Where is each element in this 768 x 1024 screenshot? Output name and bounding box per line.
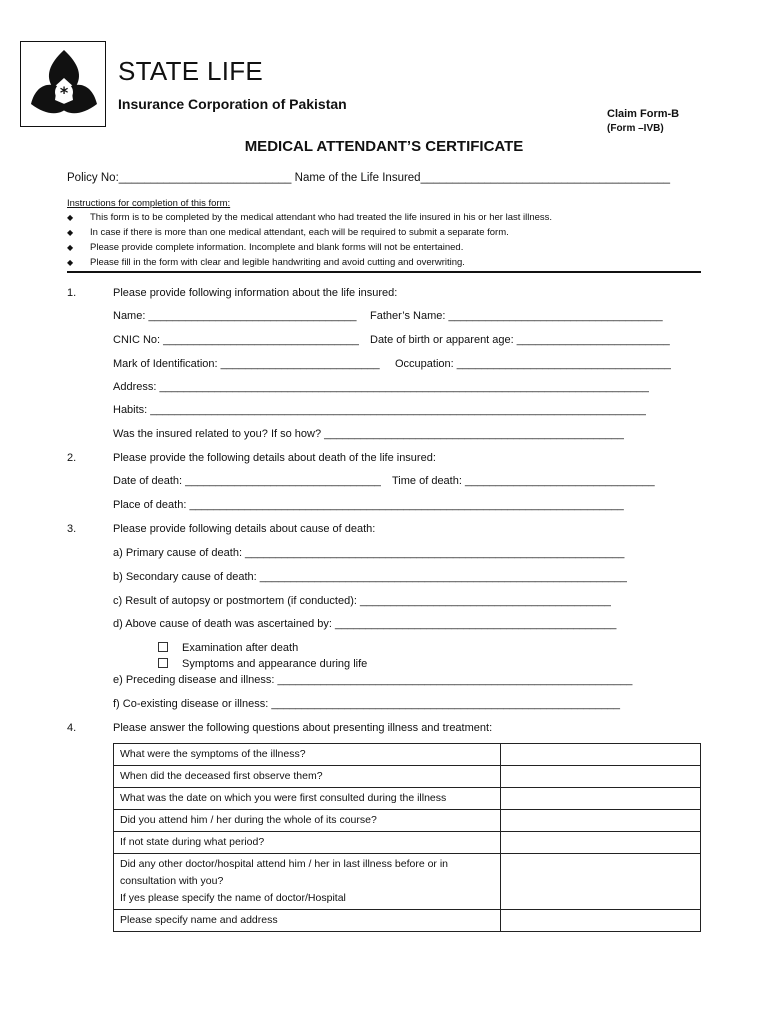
question-line: If yes please specify the name of doctor/Hospital [120,892,346,904]
org-name: STATE LIFE [118,56,264,86]
section-4-heading: Please answer the following questions about presenting illness and treatment: [113,722,493,734]
instructions-heading: Instructions for completion of this form: [67,198,231,209]
answer-cell[interactable] [501,854,701,910]
divider-rule [67,271,701,273]
date-of-death-field[interactable]: Date of death: ________________________________ [113,475,381,487]
diamond-bullet-icon: ◆ [67,228,74,237]
cnic-field[interactable]: CNIC No: ________________________________ [113,334,359,346]
table-row [114,744,701,766]
occupation-field[interactable]: Occupation: ___________________________________ [395,358,671,370]
primary-cause-field[interactable]: a) Primary cause of death: ______________________________________________________________ [113,547,625,559]
policy-line: Policy No:___________________________ Name of the Life Insured_______________________________________ [67,172,671,184]
svg-text:*: * [59,83,69,102]
table-row [114,910,701,932]
coexisting-disease-field[interactable]: f) Co-existing disease or illness: _________________________________________________________ [113,698,621,710]
answer-cell[interactable] [501,832,701,854]
section-1-heading: Please provide following information about the life insured: [113,287,398,299]
document-title: MEDICAL ATTENDANT’S CERTIFICATE [244,138,524,155]
instruction-item: ◆ This form is to be completed by the medical attendant who had treated the life insured in his or her last illness. [67,212,553,223]
instruction-item: ◆ Please fill in the form with clear and legible handwriting and avoid cutting and overwriting. [67,257,465,268]
question-cell: Please specify name and address [114,910,501,932]
question-cell: What were the symptoms of the illness? [114,744,501,766]
section-3-heading: Please provide following details about cause of death: [113,523,376,535]
instruction-item: ◆ In case if there is more than one medical attendant, each will be required to submit a separate form. [67,227,509,238]
diamond-bullet-icon: ◆ [67,213,74,222]
section-2-heading: Please provide the following details about death of the life insured: [113,452,436,464]
table-row [114,810,701,832]
question-cell: When did the deceased first observe them? [114,766,501,788]
logo-emblem-icon [21,42,107,128]
diamond-bullet-icon: ◆ [67,243,74,252]
table-row [114,854,701,910]
section-1-number: 1. [67,287,77,299]
table-row [114,788,701,810]
fathers-name-field[interactable]: Father’s Name: ___________________________________ [370,310,663,322]
checkbox-examination-after-death[interactable]: Examination after death [158,642,298,654]
question-cell: If not state during what period? [114,832,501,854]
habits-field[interactable]: Habits: _________________________________________________________________________________ [113,404,646,416]
answer-cell[interactable] [501,810,701,832]
instruction-item: ◆ Please provide complete information. Incomplete and blank forms will not be entertained. [67,242,464,253]
relationship-field[interactable]: Was the insured related to you? If so how? _________________________________________________ [113,428,624,440]
claim-form-label: Claim Form-B [607,108,680,120]
checkbox-icon[interactable] [158,642,168,652]
form-code-label: (Form –IVB) [607,123,664,134]
question-line: Did any other doctor/hospital attend him / her in last illness before or in [120,858,449,870]
dob-field[interactable]: Date of birth or apparent age: _________________________ [370,334,670,346]
question-line: consultation with you? [120,875,224,887]
question-cell: Did you attend him / her during the whole of its course? [114,810,501,832]
identification-mark-field[interactable]: Mark of Identification: __________________________ [113,358,380,370]
autopsy-result-field[interactable]: c) Result of autopsy or postmortem (if conducted): _________________________________________ [113,595,611,607]
answer-cell[interactable] [501,744,701,766]
diamond-bullet-icon: ◆ [67,258,74,267]
checkbox-icon[interactable] [158,658,168,668]
time-of-death-field[interactable]: Time of death: _______________________________ [392,475,655,487]
section-4-number: 4. [67,722,77,734]
secondary-cause-field[interactable]: b) Secondary cause of death: ____________________________________________________________ [113,571,627,583]
table-row [114,832,701,854]
place-of-death-field[interactable]: Place of death: _______________________________________________________________________ [113,499,624,511]
preceding-disease-field[interactable]: e) Preceding disease and illness: __________________________________________________________ [113,674,633,686]
answer-cell[interactable] [501,788,701,810]
question-cell: What was the date on which you were first consulted during the illness [114,788,501,810]
address-field[interactable]: Address: ________________________________________________________________________________ [113,381,649,393]
answer-cell[interactable] [501,910,701,932]
answer-cell[interactable] [501,766,701,788]
table-row [114,766,701,788]
ascertained-by-field[interactable]: d) Above cause of death was ascertained by: ______________________________________________ [113,618,617,630]
illness-questions-table [113,743,701,932]
state-life-logo [20,41,106,127]
checkbox-symptoms-during-life[interactable]: Symptoms and appearance during life [158,658,367,670]
section-2-number: 2. [67,452,77,464]
org-subtitle: Insurance Corporation of Pakistan [118,96,347,112]
question-cell [114,854,501,910]
name-field[interactable]: Name: __________________________________ [113,310,357,322]
section-3-number: 3. [67,523,77,535]
